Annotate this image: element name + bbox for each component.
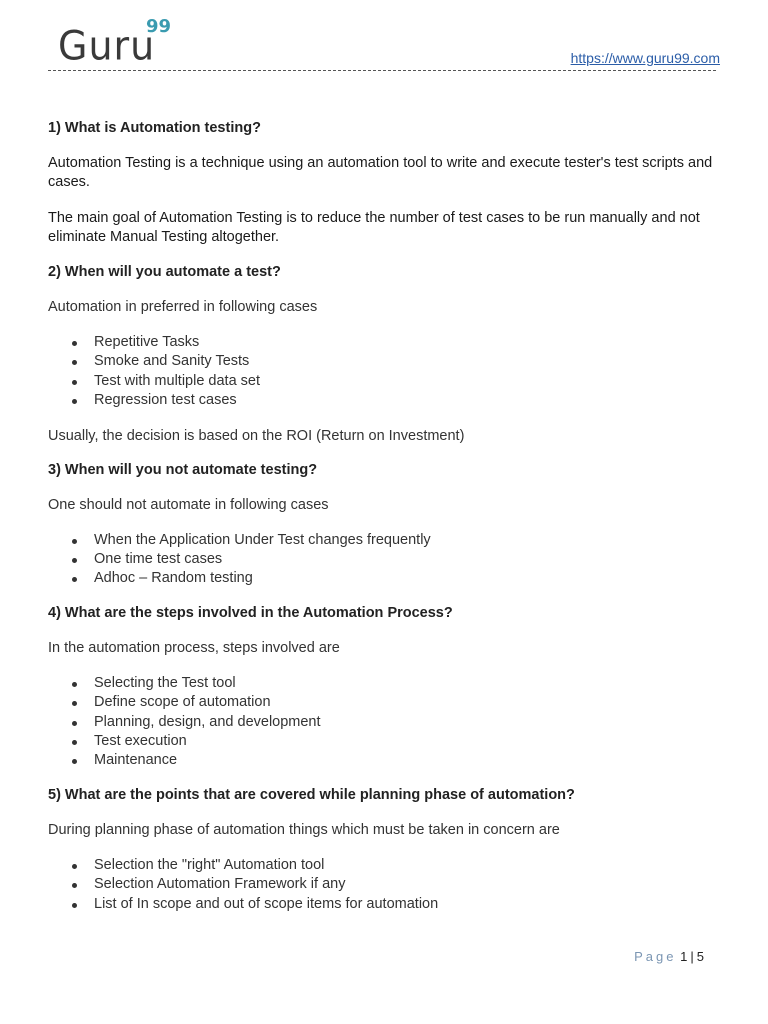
section-2	[48, 264, 728, 446]
list-item	[48, 693, 728, 712]
page-separator: |	[690, 949, 694, 964]
list-item	[48, 372, 728, 391]
list-item-text: Planning, design, and development	[94, 713, 321, 730]
list-item-text: Test with multiple data set	[94, 372, 261, 389]
bullet-icon	[72, 380, 77, 385]
list-item-text: Regression test cases	[94, 392, 237, 409]
bullet-icon	[72, 740, 77, 745]
list-item-text: List of In scope and out of scope items for automation	[94, 895, 439, 912]
list-item	[48, 352, 728, 371]
section-intro: In the automation process, steps involved are	[48, 639, 340, 656]
bullet-icon	[72, 701, 77, 706]
question-heading: 4) What are the steps involved in the Automation Process?	[48, 604, 453, 621]
guru99-logo	[58, 14, 188, 70]
list-item-text: One time test cases	[94, 551, 223, 568]
list-item	[48, 391, 728, 410]
bullet-icon	[72, 903, 77, 908]
bullet-icon	[72, 682, 77, 687]
list-item-text: Test execution	[94, 733, 187, 750]
list-item	[48, 550, 728, 569]
site-url-link[interactable]: https://www.guru99.com	[570, 50, 720, 66]
list-item-text: Repetitive Tasks	[94, 334, 200, 350]
question-heading: 5) What are the points that are covered while planning phase of automation?	[48, 786, 575, 803]
list-item	[48, 333, 728, 352]
bullet-icon	[72, 341, 77, 346]
section-1	[48, 120, 728, 247]
bullet-icon	[72, 558, 77, 563]
list-item	[48, 674, 728, 693]
list-item	[48, 856, 728, 875]
paragraph: Automation Testing is a technique using an automation tool to write and execute tester's test scripts and cases.	[48, 155, 713, 190]
list-item	[48, 875, 728, 894]
section-intro: During planning phase of automation things which must be taken in concern are	[48, 821, 560, 838]
paragraph: The main goal of Automation Testing is to reduce the number of test cases to be run manually and not eliminate Manual Testing altogether.	[48, 210, 700, 245]
bullet-list	[48, 531, 728, 589]
list-item-text: Smoke and Sanity Tests	[94, 353, 250, 370]
list-item	[48, 713, 728, 732]
list-item-text: Selecting the Test tool	[94, 674, 236, 691]
bullet-icon	[72, 721, 77, 726]
list-item-text: Adhoc – Random testing	[94, 570, 253, 587]
list-item	[48, 569, 728, 588]
list-item	[48, 895, 728, 914]
section-outro: Usually, the decision is based on the ROI (Return on Investment)	[48, 427, 465, 444]
bullet-icon	[72, 759, 77, 764]
section-4	[48, 605, 728, 771]
bullet-icon	[72, 360, 77, 365]
header-divider	[48, 70, 716, 71]
bullet-list	[48, 333, 728, 411]
list-item	[48, 751, 728, 770]
question-heading: 2) When will you automate a test?	[48, 264, 281, 280]
total-pages: 5	[696, 949, 704, 964]
logo-text: Guru	[58, 22, 156, 70]
list-item	[48, 531, 728, 550]
bullet-icon	[72, 577, 77, 582]
page-number: 1	[680, 949, 688, 964]
list-item-text: Define scope of automation	[94, 694, 271, 711]
section-5	[48, 787, 728, 914]
list-item-text: Selection the "right" Automation tool	[94, 856, 325, 873]
bullet-list	[48, 674, 728, 771]
list-item	[48, 732, 728, 751]
bullet-icon	[72, 539, 77, 544]
logo-superscript: 99	[146, 16, 172, 37]
list-item-text: Selection Automation Framework if any	[94, 876, 346, 893]
bullet-icon	[72, 883, 77, 888]
list-item-text: When the Application Under Test changes frequently	[94, 531, 431, 548]
question-heading: 1) What is Automation testing?	[48, 120, 261, 136]
document-body	[48, 120, 728, 930]
bullet-icon	[72, 399, 77, 404]
section-3	[48, 462, 728, 589]
page-footer	[634, 949, 704, 964]
page-label: Page	[634, 949, 677, 964]
bullet-list	[48, 856, 728, 914]
section-intro: Automation in preferred in following cases	[48, 299, 318, 315]
list-item-text: Maintenance	[94, 752, 178, 769]
question-heading: 3) When will you not automate testing?	[48, 461, 318, 478]
bullet-icon	[72, 864, 77, 869]
section-intro: One should not automate in following cases	[48, 496, 329, 513]
